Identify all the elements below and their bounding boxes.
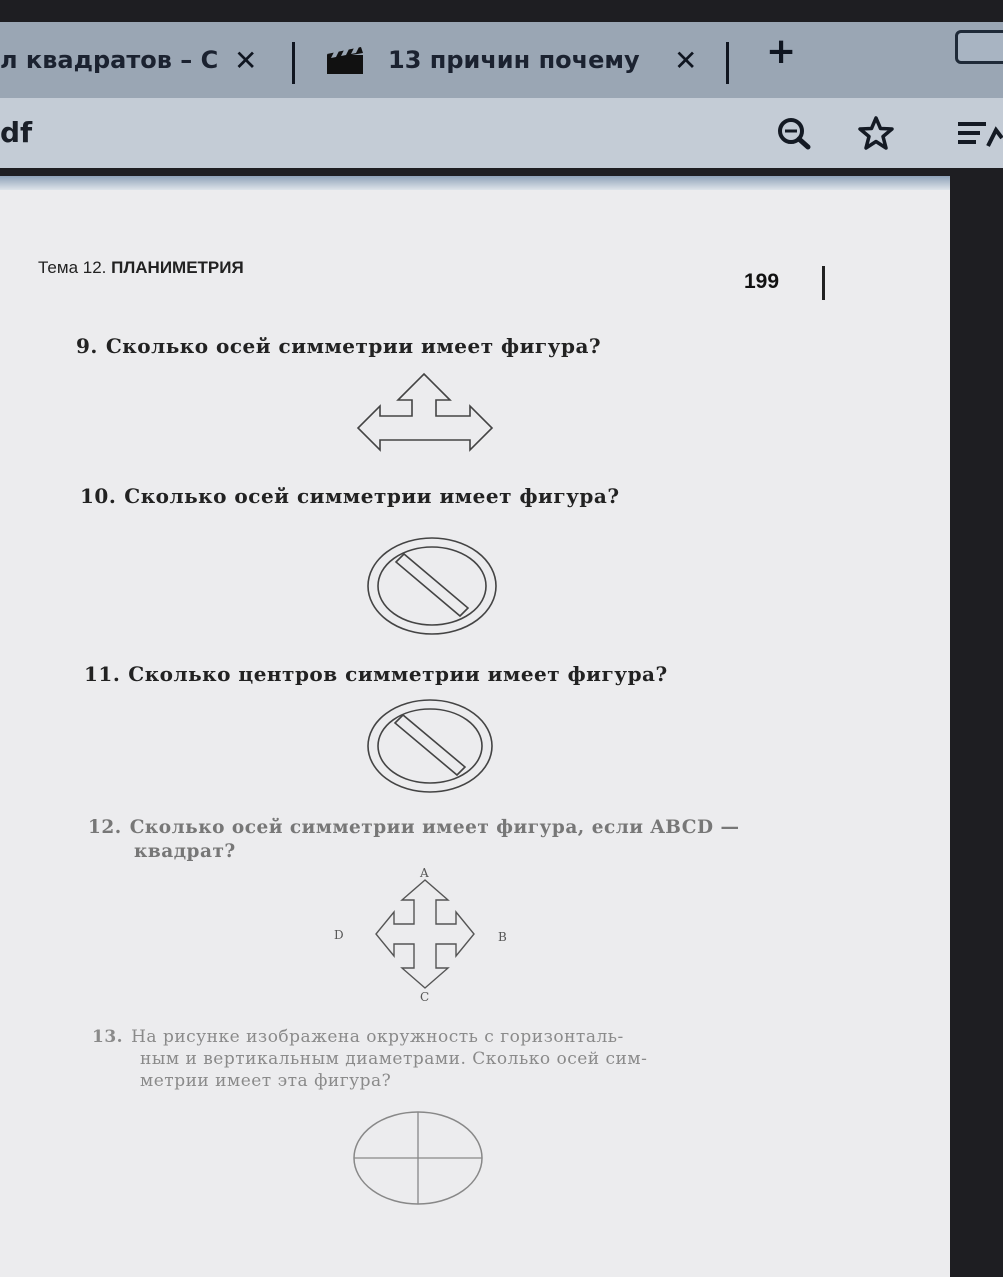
question-text: Сколько осей симметрии имеет фигура?: [105, 334, 602, 358]
close-icon[interactable]: ✕: [234, 43, 258, 77]
question-text-line-2: ным и вертикальным диаметрами. Сколько осей сим-: [140, 1049, 648, 1069]
header-prefix: Тема 12.: [38, 258, 107, 277]
question-text-line-1: На рисунке изображена окружность с горизонталь-: [131, 1027, 624, 1047]
figure-label-a: A: [420, 866, 429, 880]
figure-label-c: C: [420, 990, 430, 1004]
tab-2-title[interactable]: 13 причин почему: [388, 46, 640, 74]
question-text: Сколько центров симметрии имеет фигура?: [128, 662, 668, 686]
figure-three-way-arrow: [350, 368, 500, 464]
tab-1[interactable]: [0, 30, 257, 90]
question-text-line-3: метрии имеет эта фигура?: [140, 1071, 392, 1091]
tab-separator: [726, 42, 729, 84]
question-number: 13.: [92, 1027, 124, 1047]
question-13: [92, 1026, 647, 1092]
question-text-line-2: квадрат?: [134, 841, 236, 862]
star-icon[interactable]: [858, 116, 894, 155]
figure-label-d: D: [334, 928, 344, 942]
clapperboard-icon: [326, 45, 364, 75]
address-bar[interactable]: [0, 98, 1003, 168]
search-icon[interactable]: [776, 116, 812, 155]
figure-prohibition-sign: [362, 534, 502, 638]
reading-list-icon[interactable]: [956, 116, 1003, 155]
figure-prohibition-sign: [362, 696, 498, 796]
close-icon[interactable]: ✕: [674, 43, 698, 77]
header-topic: ПЛАНИМЕТРИЯ: [111, 258, 244, 277]
page-top-edge: [0, 176, 950, 190]
tab-bar: [0, 22, 1003, 98]
page-header: [38, 258, 244, 278]
question-text: Сколько осей симметрии имеет фигура?: [124, 484, 620, 508]
figure-four-way-arrow: [330, 864, 520, 1006]
tab-2[interactable]: [326, 30, 697, 90]
tab-separator: [292, 42, 295, 84]
question-number: 10.: [80, 484, 117, 508]
question-10: [80, 484, 620, 508]
question-12: [88, 816, 739, 864]
question-number: 12.: [88, 817, 122, 838]
question-9: [76, 334, 601, 358]
address-text[interactable]: df: [0, 116, 33, 149]
plus-icon[interactable]: +: [766, 31, 797, 72]
figure-label-b: B: [498, 930, 507, 944]
question-number: 9.: [76, 334, 98, 358]
tab-1-title[interactable]: л квадратов – С: [0, 46, 219, 74]
window-button-icon[interactable]: [955, 30, 1003, 64]
page-number-bar: [822, 266, 825, 300]
figure-circle-with-diameters: [346, 1106, 490, 1210]
question-11: [84, 662, 668, 686]
page-number: 199: [744, 270, 780, 293]
question-text-line-1: Сколько осей симметрии имеет фигура, если ABCD —: [129, 817, 740, 838]
question-number: 11.: [84, 662, 121, 686]
